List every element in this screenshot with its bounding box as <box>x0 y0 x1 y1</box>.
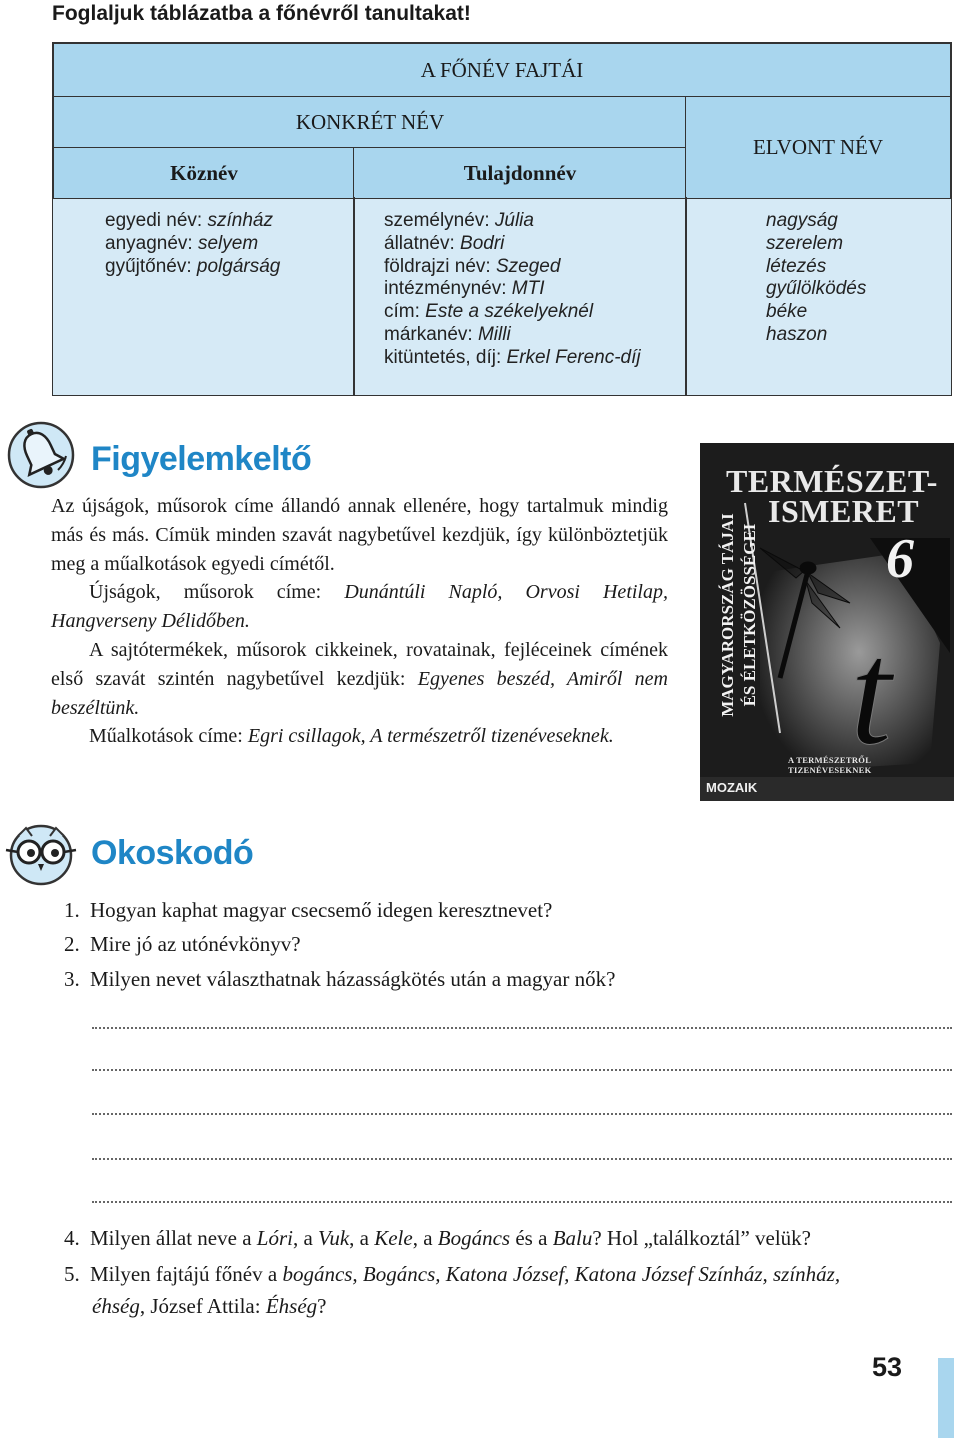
okoskodo-title: Okoskodó <box>91 834 254 872</box>
question-1: 1. Hogyan kaphat magyar csecsemő idegen keresztnevet? <box>64 898 553 922</box>
cover-subtitle: A TERMÉSZETRŐL TIZENÉVESEKNEK <box>788 755 872 775</box>
list-item: földrajzi név: Szeged <box>384 255 561 277</box>
column-divider <box>685 197 687 395</box>
list-item: haszon <box>766 323 828 345</box>
list-item: intézménynév: MTI <box>384 278 545 300</box>
list-item: egyedi név: színház <box>105 210 273 231</box>
cover-title-line1: TERMÉSZET- <box>726 463 938 499</box>
elvont-header: ELVONT NÉV <box>685 96 951 199</box>
elvont-column <box>766 210 866 347</box>
intro-heading: Foglaljuk táblázatba a főnévről tanultakat! <box>52 2 471 25</box>
cover-grade: 6 <box>886 528 914 590</box>
paragraph: Az újságok, műsorok címe állandó annak ellenére, hogy tartalmuk mindig más és más. Címük minden szavát nagybetűvel kezdjük, így különböztetjük meg a műalkotások egyedi címétől. <box>51 495 668 575</box>
answer-line[interactable] <box>92 1027 952 1029</box>
paragraph: A sajtótermékek, műsorok cikkeinek, rovatainak, fejléceinek címének első szavát szintén nagybetűvel kezdjük: Egyenes beszéd, Amiről nem beszéltünk. <box>51 638 668 719</box>
cover-side-line2: ÉS ÉLETKÖZÖSSÉGEI <box>740 523 759 707</box>
cover-title-line2: ISMERET <box>768 493 920 529</box>
paragraph: Újságok, műsorok címe: Dunántúli Napló, Orvosi Hetilap, Hangverseny Délidőben. <box>51 581 668 633</box>
list-item: márkanév: Milli <box>384 323 511 345</box>
list-item: létezés <box>766 255 827 277</box>
tulajdonnev-header: Tulajdonnév <box>353 147 687 199</box>
question-5-continued: éhség, József Attila: Éhség? <box>92 1294 327 1318</box>
paragraph: Műalkotások címe: Egri csillagok, A természetről tizenéveseknek. <box>89 725 614 748</box>
list-item: béke <box>766 301 808 323</box>
page-number: 53 <box>872 1352 903 1382</box>
list-item: gyűjtőnév: polgárság <box>105 255 281 277</box>
tulajdonnev-column <box>384 210 641 370</box>
cover-letter: t <box>850 610 892 776</box>
list-item: állatnév: Bodri <box>384 232 505 254</box>
publisher-logo: MOZAIK <box>706 780 758 795</box>
konkret-header: KONKRÉT NÉV <box>53 96 687 149</box>
noun-types-table <box>52 42 952 396</box>
list-item: szerelem <box>766 232 844 254</box>
figyelemkelto-text <box>51 492 668 751</box>
list-item: kitüntetés, díj: Erkel Ferenc-díj <box>384 346 641 368</box>
figyelemkelto-title: Figyelemkeltő <box>91 440 312 478</box>
page-margin-bar <box>938 1358 954 1438</box>
answer-line[interactable] <box>92 1158 952 1160</box>
column-divider <box>353 197 355 395</box>
question-2: 2. Mire jó az utónévkönyv? <box>64 932 301 956</box>
list-item: nagyság <box>766 210 838 231</box>
question-4: 4. Milyen állat neve a Lóri, a Vuk, a Kele, a Bogáncs és a Balu? Hol „találkoztál” velük? <box>64 1226 812 1250</box>
cover-side-line1: MAGYARORSZÁG TÁJAI <box>718 513 737 717</box>
bell-icon <box>6 420 76 490</box>
question-5: 5. Milyen fajtájú főnév a bogáncs, Bogáncs, Katona József, Katona József Színház, színház, <box>64 1262 841 1286</box>
book-cover-image <box>700 443 954 801</box>
owl-icon <box>4 818 78 888</box>
answer-line[interactable] <box>92 1113 952 1115</box>
answer-line[interactable] <box>92 1201 952 1203</box>
list-item: anyagnév: selyem <box>105 232 259 254</box>
question-3: 3. Milyen nevet választhatnak házasságkötés után a magyar nők? <box>64 967 616 991</box>
list-item: gyűlölködés <box>766 278 867 300</box>
list-item: személynév: Júlia <box>384 210 534 231</box>
answer-line[interactable] <box>92 1069 952 1071</box>
koznev-column <box>105 210 280 278</box>
table-main-header: A FŐNÉV FAJTÁI <box>53 43 951 98</box>
koznev-header: Köznév <box>53 147 355 199</box>
list-item: cím: Este a székelyeknél <box>384 301 594 323</box>
